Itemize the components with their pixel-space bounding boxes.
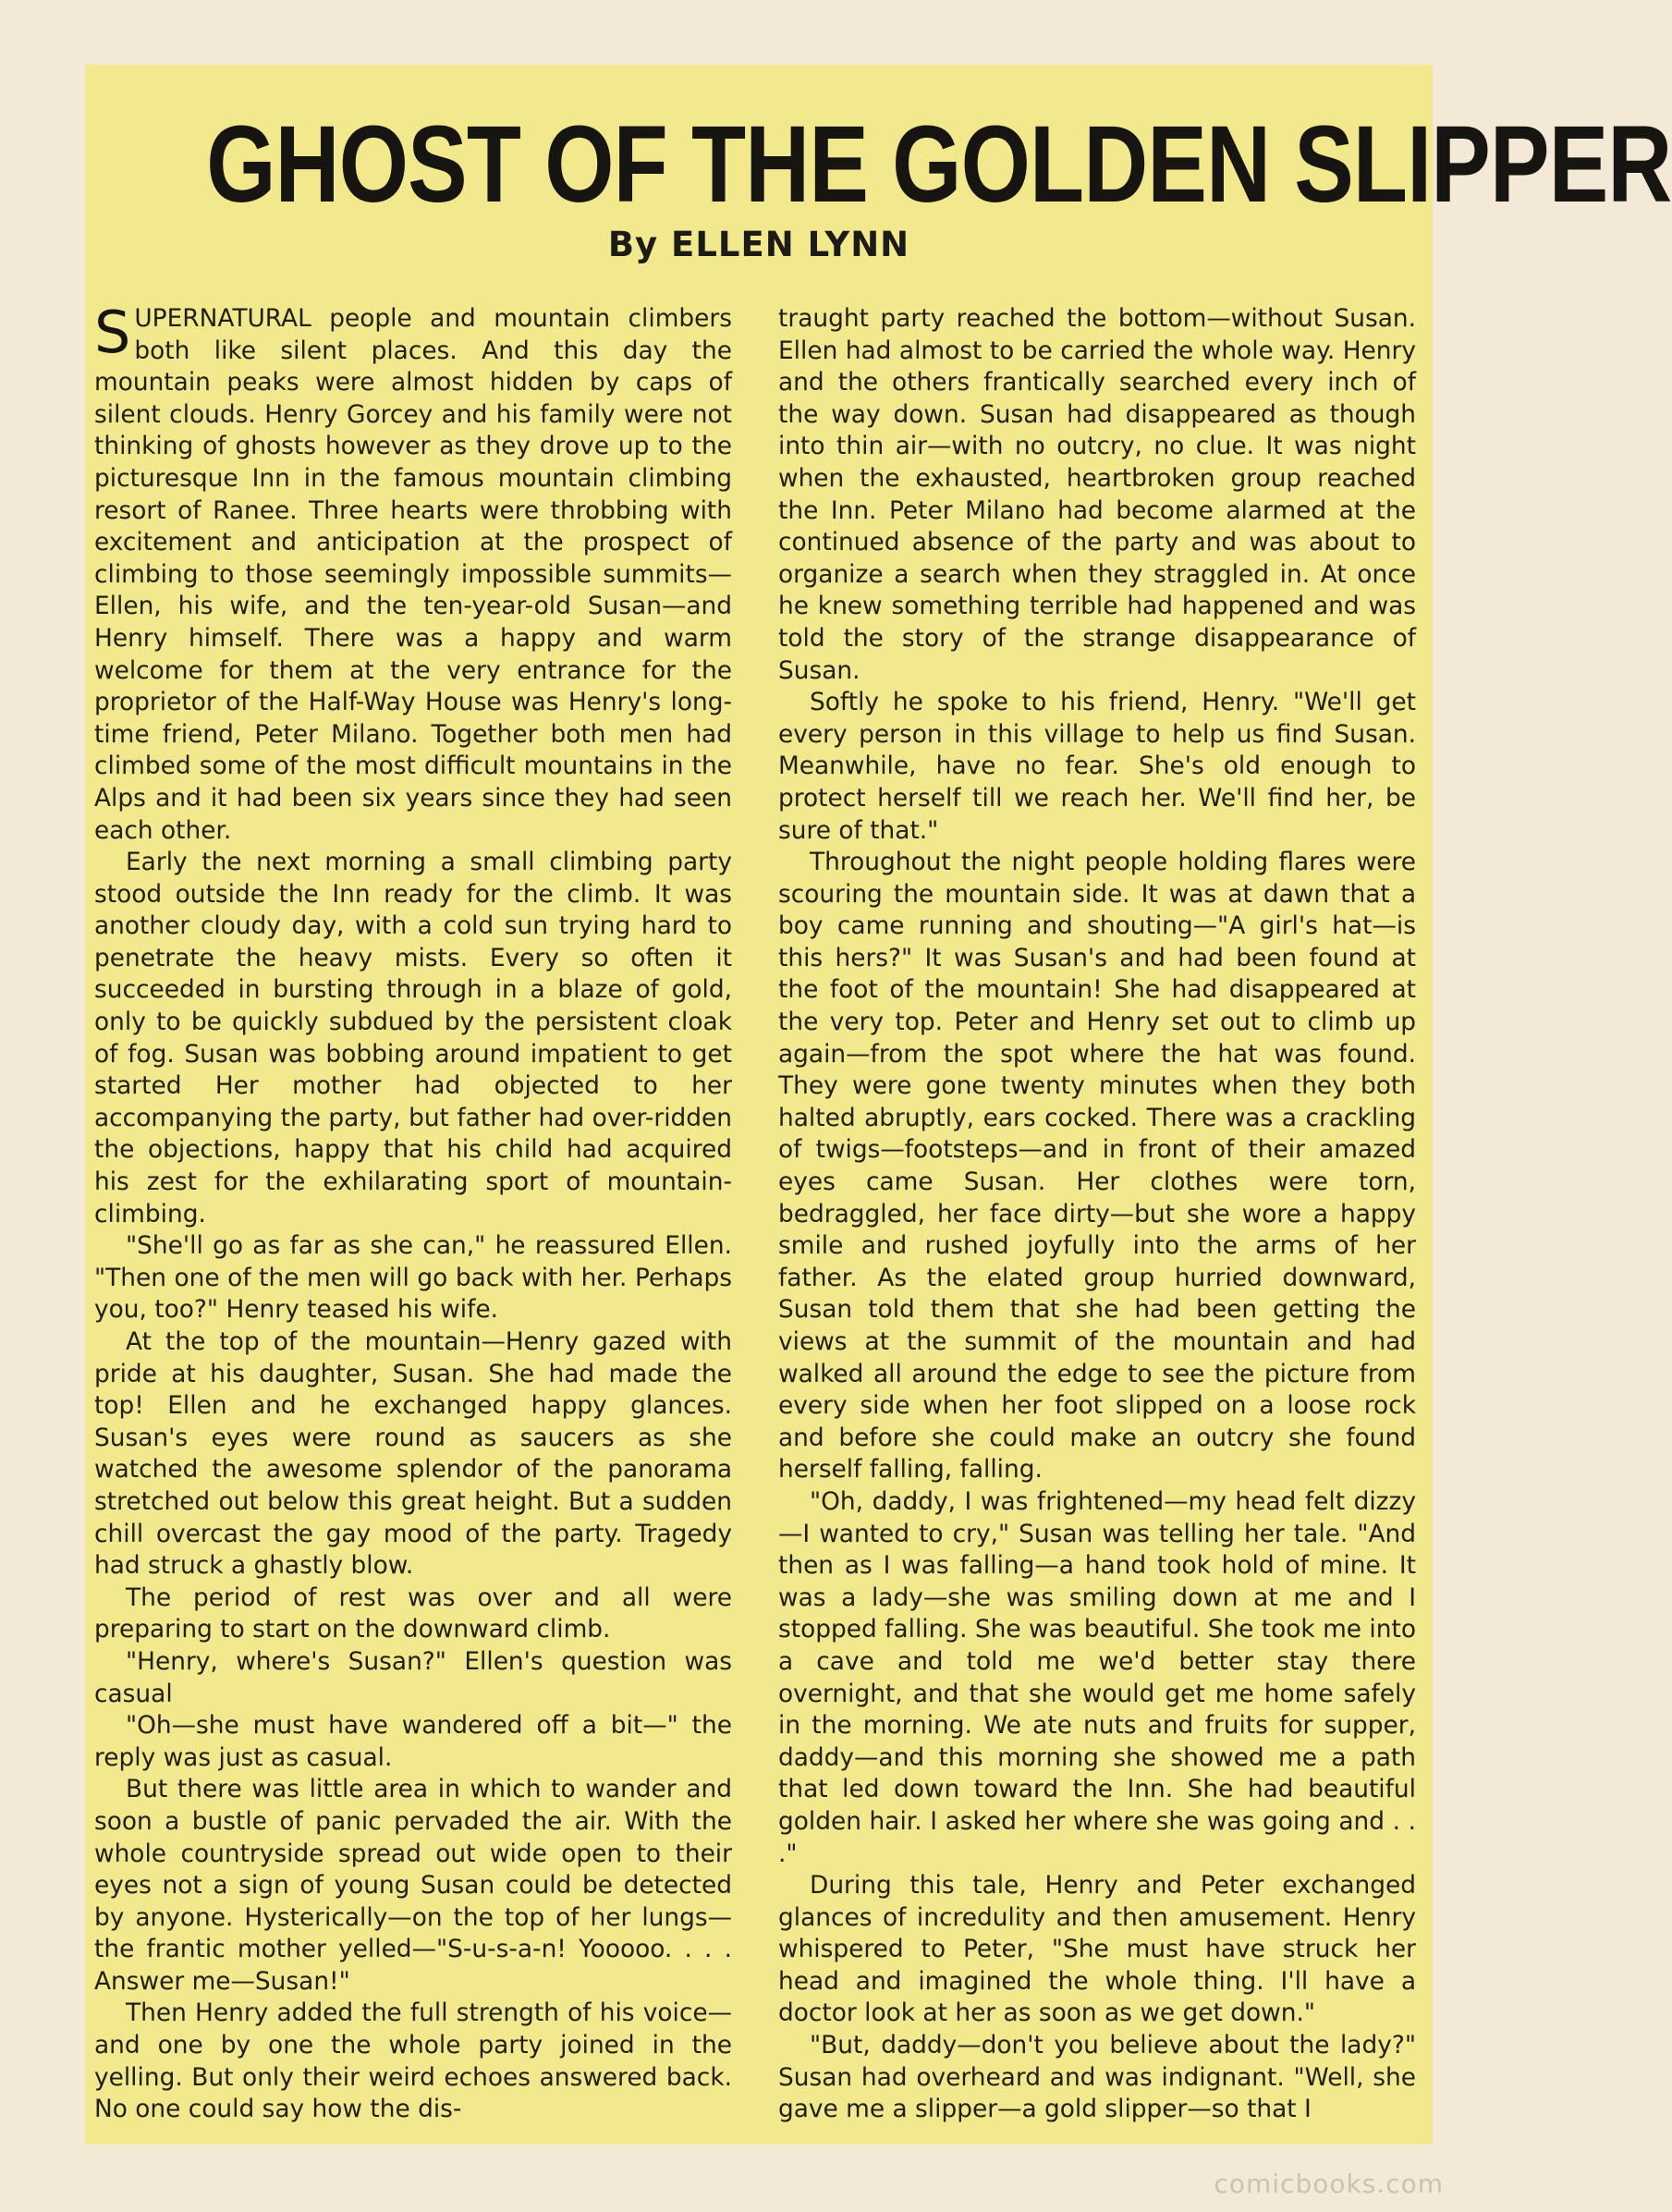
drop-cap: S [94,299,131,366]
paragraph-8: But there was little area in which to wander and soon a bustle of panic pervaded the air. With the whole countryside spread out wide open to their eyes not a sign of young Susan could be detected by anyone. Hysterically—on the top of her lungs—the frantic mother yelled—"S-u-s-a-n! Yooooo. . . . Answer me—Susan!" [94,1775,732,1996]
byline: By ELLEN LYNN [607,225,910,264]
paragraph-10: traught party reached the bottom—without Susan. Ellen had almost to be carried the whole way. Henry and the others frantically searched every inch of the way down. Susan had disappeared as though into thin air—with no outcry, no clue. It was night when the exhausted, heartbroken group reached the Inn. Peter Milano had become alarmed at the continued absence of the party and was about to organize a search when they straggled in. At once he knew something terrible had happened and was told the story of the strange disappearance of Susan. [778,304,1416,685]
paragraph-6: "Henry, where's Susan?" Ellen's question was casual [94,1646,732,1708]
paragraph-3: "She'll go as far as she can," he reassured Ellen. "Then one of the men will go back with her. Perhaps you, too?" Henry teased his wife. [94,1231,732,1325]
story-title: GHOST OF THE GOLDEN SLIPPER [206,104,1672,226]
paragraph-11: Softly he spoke to his friend, Henry. "We'll get every person in this village to help us find Susan. Meanwhile, have no fear. She's old enough to protect herself till we reach her. We'll find her, be sure of that." [778,688,1416,845]
paragraph-1 [94,299,732,847]
left-column [94,299,732,2126]
paragraph-5: The period of rest was over and all were preparing to start on the downward climb. [94,1583,732,1644]
paragraph-9: Then Henry added the full strength of his voice—and one by one the whole party joined in the yelling. But only their weird echoes answered back. No one could say how the dis- [94,1998,732,2124]
paragraph-7: "Oh—she must have wandered off a bit—" the reply was just as casual. [94,1711,732,1772]
paragraph-4: At the top of the mountain—Henry gazed with pride at his daughter, Susan. She had made the top! Ellen and he exchanged happy glances. Susan's eyes were round as saucers as she watched the awesome splendor of the panorama stretched out below this great height. But a sudden chill overcast the gay mood of the party. Tragedy had struck a ghastly blow. [94,1327,732,1581]
story-panel [85,65,1672,2145]
paragraph-1-text: UPERNATURAL people and mountain climbers both like silent places. And this day the mountain peaks were almost hidden by caps of silent clouds. Henry Gorcey and his family were not thinking of ghosts however as they drove up to the picturesque Inn in the famous mountain climbing resort of Ranee. Three hearts were throbbing with excitement and anticipation at the prospect of climbing to those seemingly impossible summits—Ellen, his wife, and the ten-year-old Susan—and Henry himself. There was a happy and warm welcome for them at the very entrance for the proprietor of the Half-Way House was Henry's long-time friend, Peter Milano. Together both men had climbed some of the most difficult mountains in the Alps and it had been six years since they had seen each other. [94,304,732,845]
paragraph-12: Throughout the night people holding flares were scouring the mountain side. It was at dawn that a boy came running and shouting—"A girl's hat—is this hers?" It was Susan's and had been found at the foot of the mountain! She had disappeared at the very top. Peter and Henry set out to climb up again—from the spot where the hat was found. They were gone twenty minutes when they both halted abruptly, ears cocked. There was a crackling of twigs—footsteps—and in front of their amazed eyes came Susan. Her clothes were torn, bedraggled, her face dirty—but she wore a happy smile and rushed joyfully into the arms of her father. As the elated group hurried downward, Susan told them that she had been getting the views at the summit of the mountain and had walked all around the edge to see the picture from every side when her foot slipped on a loose rock and before she could make an outcry she found herself falling, falling. [778,848,1416,1485]
paragraph-13: "Oh, daddy, I was frightened—my head felt dizzy—I wanted to cry," Susan was telling her tale. "And then as I was falling—a hand took hold of mine. It was a lady—she was smiling down at me and I stopped falling. She was beautiful. She took me into a cave and told me we'd better stay there overnight, and that she would get me home safely in the morning. We ate nuts and fruits for supper, daddy—and this morning she showed me a path that led down toward the Inn. She had beautiful golden hair. I asked her where she was going and . . ." [778,1486,1416,1868]
paragraph-15: "But, daddy—don't you believe about the lady?" Susan had overheard and was indignant. "Well, she gave me a slipper—a gold slipper—so that I [778,2031,1416,2124]
paragraph-2: Early the next morning a small climbing party stood outside the Inn ready for the climb. It was another cloudy day, with a cold sun trying hard to penetrate the heavy mists. Every so often it succeeded in bursting through in a blaze of gold, only to be quickly subdued by the persistent cloak of fog. Susan was bobbing around impatient to get started Her mother had objected to her accompanying the party, but father had over-ridden the objections, happy that his child had acquired his zest for the exhilarating sport of mountain-climbing. [94,848,732,1228]
right-column [778,303,1416,2126]
watermark: comicbooks.com [1214,2169,1444,2199]
paragraph-14: During this tale, Henry and Peter exchanged glances of incredulity and then amusement. Henry whispered to Peter, "She must have struck her head and imagined the whole thing. I'll have a doctor look at her as soon as we get down." [778,1871,1416,2028]
